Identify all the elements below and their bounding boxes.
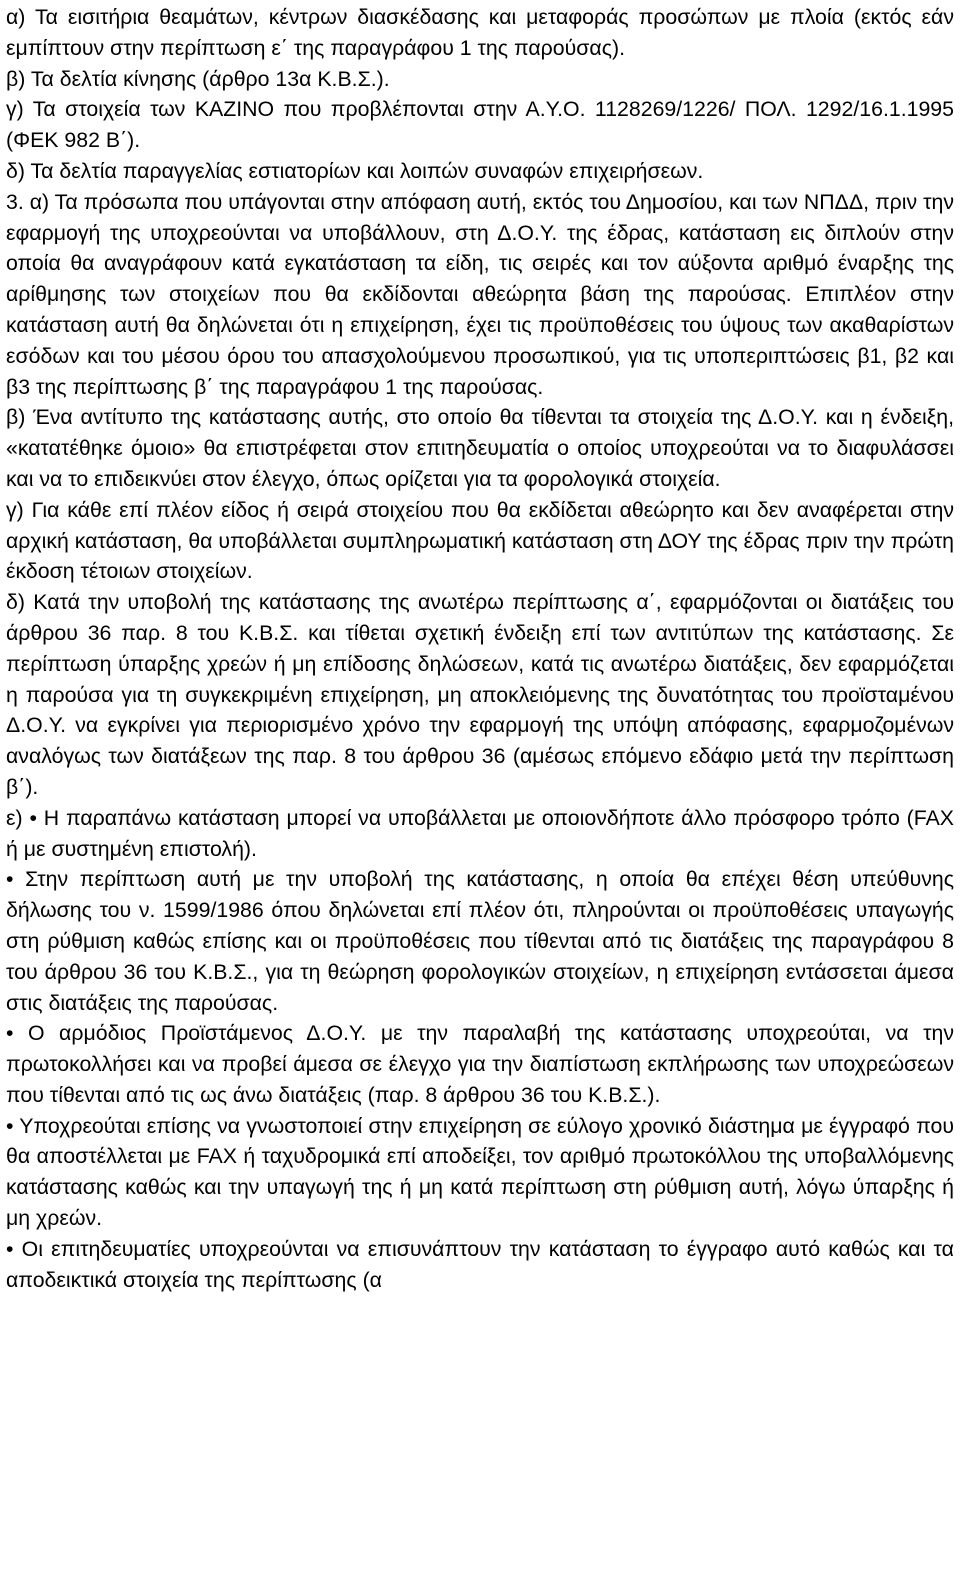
paragraph-3d-debts: δ) Κατά την υποβολή της κατάστασης της ανωτέρω περίπτωσης α΄, εφαρμόζονται οι διατάξεις του άρθρου 36 παρ. 8 του Κ.Β.Σ. και τίθεται σχετική ένδειξη επί των αντιτύπων της κατάστασης. Σε περίπτωση ύπαρξης χρεών ή μη επίδοσης δηλώσεων, κατά τις ανωτέρω διατάξεις, δεν εφαρμόζεται η παρούσα για τη συγκεκριμένη επιχείρηση, μη αποκλειόμενης της δυνατότητας του προϊσταμένου Δ.Ο.Υ. να εγκρίνει για περιορισμένο χρόνο την εφαρμογή της υπόψη απόφασης, εφαρμοζομένων αναλόγως των διατάξεων της παρ. 8 του άρθρου 36 (αμέσως επόμενο εδάφιο μετά την περίπτωση β΄). (6, 590, 954, 799)
paragraph-bullet-head-of-office: • Ο αρμόδιος Προϊστάμενος Δ.Ο.Υ. με την παραλαβή της κατάστασης υποχρεούται, να την πρωτοκολλήσει και να προβεί άμεσα σε έλεγχο για την διαπίστωση εκπλήρωσης των υποχρεώσεων που τίθενται από τις ως άνω διατάξεις (παρ. 8 άρθρου 36 του Κ.Β.Σ.). (6, 1021, 954, 1107)
paragraph-2d-order-slips: δ) Τα δελτία παραγγελίας εστιατορίων και λοιπών συναφών επιχειρήσεων. (6, 158, 704, 183)
paragraph-bullet-declaration: • Στην περίπτωση αυτή με την υποβολή της κατάστασης, η οποία θα επέχει θέση υπεύθυνης δήλωσης του ν. 1599/1986 όπου δηλώνεται επί πλέον ότι, πληρούνται οι προϋποθέσεις υπαγωγής στη ρύθμιση καθώς επίσης και οι προϋποθέσεις που τίθενται από τις διατάξεις της παραγράφου 8 του άρθρου 36 του Κ.Β.Σ., για τη θεώρηση φορολογικών στοιχείων, η επιχείρηση εντάσσεται άμεσα στις διατάξεις της παρούσας. (6, 867, 954, 1015)
paragraph-3b-copy: β) Ένα αντίτυπο της κατάστασης αυτής, στο οποίο θα τίθενται τα στοιχεία της Δ.Ο.Υ. και η ένδειξη, «κατατέθηκε όμοιο» θα επιστρέφεται στον επιτηδευματία ο οποίος υποχρεούται να το διαφυλάσσει και να το επιδεικνύει στον έλεγχο, όπως ορίζεται για τα φορολογικά στοιχεία. (6, 405, 954, 491)
paragraph-3e-fax: ε) • Η παραπάνω κατάσταση μπορεί να υποβάλλεται με οποιονδήποτε άλλο πρόσφορο τρόπο (FAX ή με συστημένη επιστολή). (6, 805, 954, 861)
paragraph-bullet-notification: • Υποχρεούται επίσης να γνωστοποιεί στην επιχείρηση σε εύλογο χρονικό διάστημα με έγγραφό που θα αποστέλλεται με FAX ή ταχυδρομικά επί αποδείξει, τον αριθμό πρωτοκόλλου της υποβαλλόμενης κατάστασης καθώς και την υπαγωγή της ή μη κατά περίπτωση στη ρύθμιση αυτή, λόγω ύπαρξης ή μη χρεών. (6, 1113, 954, 1231)
paragraph-2a-tickets: α) Τα εισιτήρια θεαμάτων, κέντρων διασκέδασης και μεταφοράς προσώπων με πλοία (εκτός εάν εμπίπτουν στην περίπτωση ε΄ της παραγράφου 1 της παρούσας). (6, 5, 954, 60)
paragraph-2b-movement-slips: β) Τα δελτία κίνησης (άρθρο 13α Κ.Β.Σ.). (6, 66, 390, 91)
paragraph-bullet-attachment: • Οι επιτηδευματίες υποχρεούνται να επισυνάπτουν την κατάσταση το έγγραφο αυτό καθώς και τα αποδεικτικά στοιχεία της περίπτωσης (α (6, 1236, 954, 1292)
paragraph-2c-casino-documents: γ) Τα στοιχεία των ΚΑΖΙΝΟ που προβλέπονται στην Α.Υ.Ο. 1128269/1226/ ΠΟΛ. 1292/16.1.1995 (ΦΕΚ 982 Β΄). (6, 97, 954, 153)
paragraph-3c-supplementary: γ) Για κάθε επί πλέον είδος ή σειρά στοιχείου που θα εκδίδεται αθεώρητο και δεν αναφέρεται στην αρχική κατάσταση, θα υποβάλλεται συμπληρωματική κατάσταση στη ΔΟΥ της έδρας πριν την πρώτη έκδοση τέτοιων στοιχείων. (6, 497, 954, 584)
paragraph-3a-submission: 3. α) Τα πρόσωπα που υπάγονται στην απόφαση αυτή, εκτός του Δημοσίου, και των ΝΠΔΔ, πριν την εφαρμογή της υποχρεούνται να υποβάλλουν, στη Δ.Ο.Υ. της έδρας, κατάσταση εις διπλούν στην οποία θα αναγράφουν κατά εγκατάσταση τα είδη, τις σειρές και τον αύξοντα αριθμό έναρξης της αρίθμησης των στοιχείων που θα εκδίδονται αθεώρητα βάση της παρούσας. Επιπλέον στην κατάσταση αυτή θα δηλώνεται ότι η επιχείρηση, έχει τις προϋποθέσεις του ύψους των ακαθαρίστων εσόδων και του μέσου όρου του απασχολούμενου προσωπικού, για τις υποπεριπτώσεις β1, β2 και β3 της περίπτωσης β΄ της παραγράφου 1 της παρούσας. (6, 189, 954, 399)
